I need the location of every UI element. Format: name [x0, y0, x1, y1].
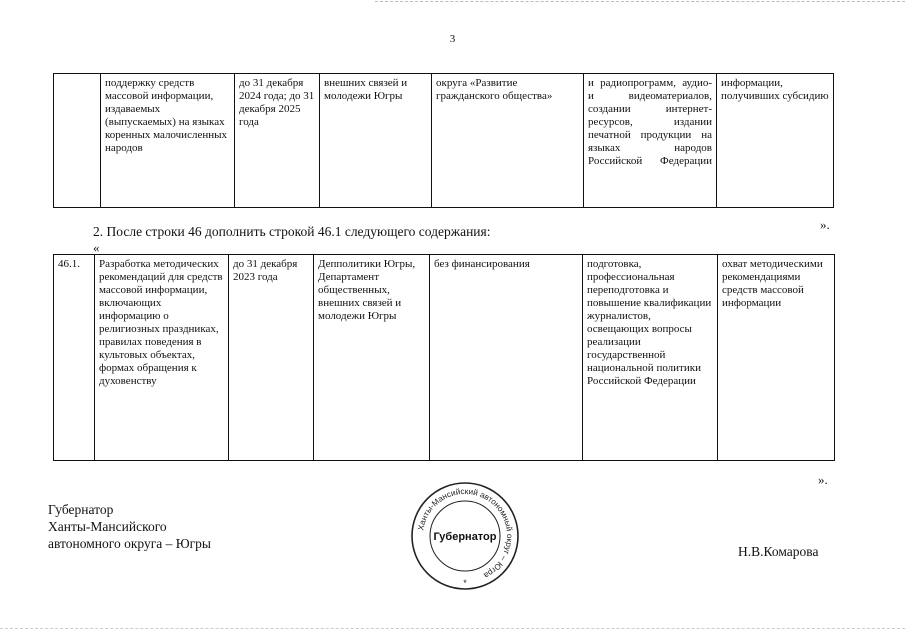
signature-region-2: автономного округа – Югры — [48, 536, 211, 551]
cell-deadline: до 31 декабря 2024 года; до 31 декабря 2025 года — [235, 74, 320, 208]
signature-region: Ханты-Мансийского — [48, 519, 167, 534]
cell-number: 46.1. — [54, 255, 95, 461]
stamp-ring-text: Ханты-Мансийский автономный округ – Югра — [416, 486, 515, 581]
cell-source: округа «Развитие гражданского общества» — [432, 74, 584, 208]
stamp-center-text: Губернатор — [433, 531, 497, 543]
cell-result: информации, получивших субсидию — [717, 74, 834, 208]
amendment-paragraph: 2. После строки 46 дополнить строкой 46.1 следующего содержания: — [93, 224, 491, 239]
cell-responsible: Депполитики Югры, Департамент общественных, внешних связей и молодежи Югры — [314, 255, 430, 461]
table-new-row — [53, 254, 835, 461]
cell-activity: подготовка, профессиональная переподготовка и повышение квалификации журналистов, освещающих вопросы реализации государственной национальной политики Российской Федерации — [583, 255, 718, 461]
cell-responsible: внешних связей и молодежи Югры — [320, 74, 432, 208]
table-continuation — [53, 73, 834, 208]
cell-measure-name: Разработка методических рекомендаций для средств массовой информации, включающих информацию о религиозных праздниках, правилах поведения в культовых объектах, формах обращения к духовенству — [95, 255, 229, 461]
official-stamp — [409, 480, 521, 592]
cell-measure-name: поддержку средств массовой информации, издаваемых (выпускаемых) на языках коренных малочисленных народов — [101, 74, 235, 208]
cell-deadline: до 31 декабря 2023 года — [229, 255, 314, 461]
table-row — [54, 255, 835, 461]
signature-block — [48, 501, 211, 552]
signature-title: Губернатор — [48, 502, 114, 517]
closing-quote: ». — [818, 472, 828, 487]
page-number: 3 — [449, 33, 456, 45]
closing-quote: ». — [820, 217, 830, 232]
opening-quote: « — [93, 240, 100, 255]
cell-financing: без финансирования — [430, 255, 583, 461]
table-row — [54, 74, 834, 208]
cell-result: охват методическими рекомендациями средств массовой информации — [718, 255, 835, 461]
cell-number — [54, 74, 101, 208]
signatory-name: Н.В.Комарова — [738, 544, 819, 559]
scan-edge-bottom — [0, 628, 905, 631]
scan-edge-top — [375, 1, 905, 4]
cell-activity: и радиопрограмм, аудио- и видеоматериалов, создании интернет-ресурсов, издании печатной продукции на языках народов Российской Федерации — [584, 74, 717, 208]
stamp-star-icon: * — [463, 578, 467, 588]
